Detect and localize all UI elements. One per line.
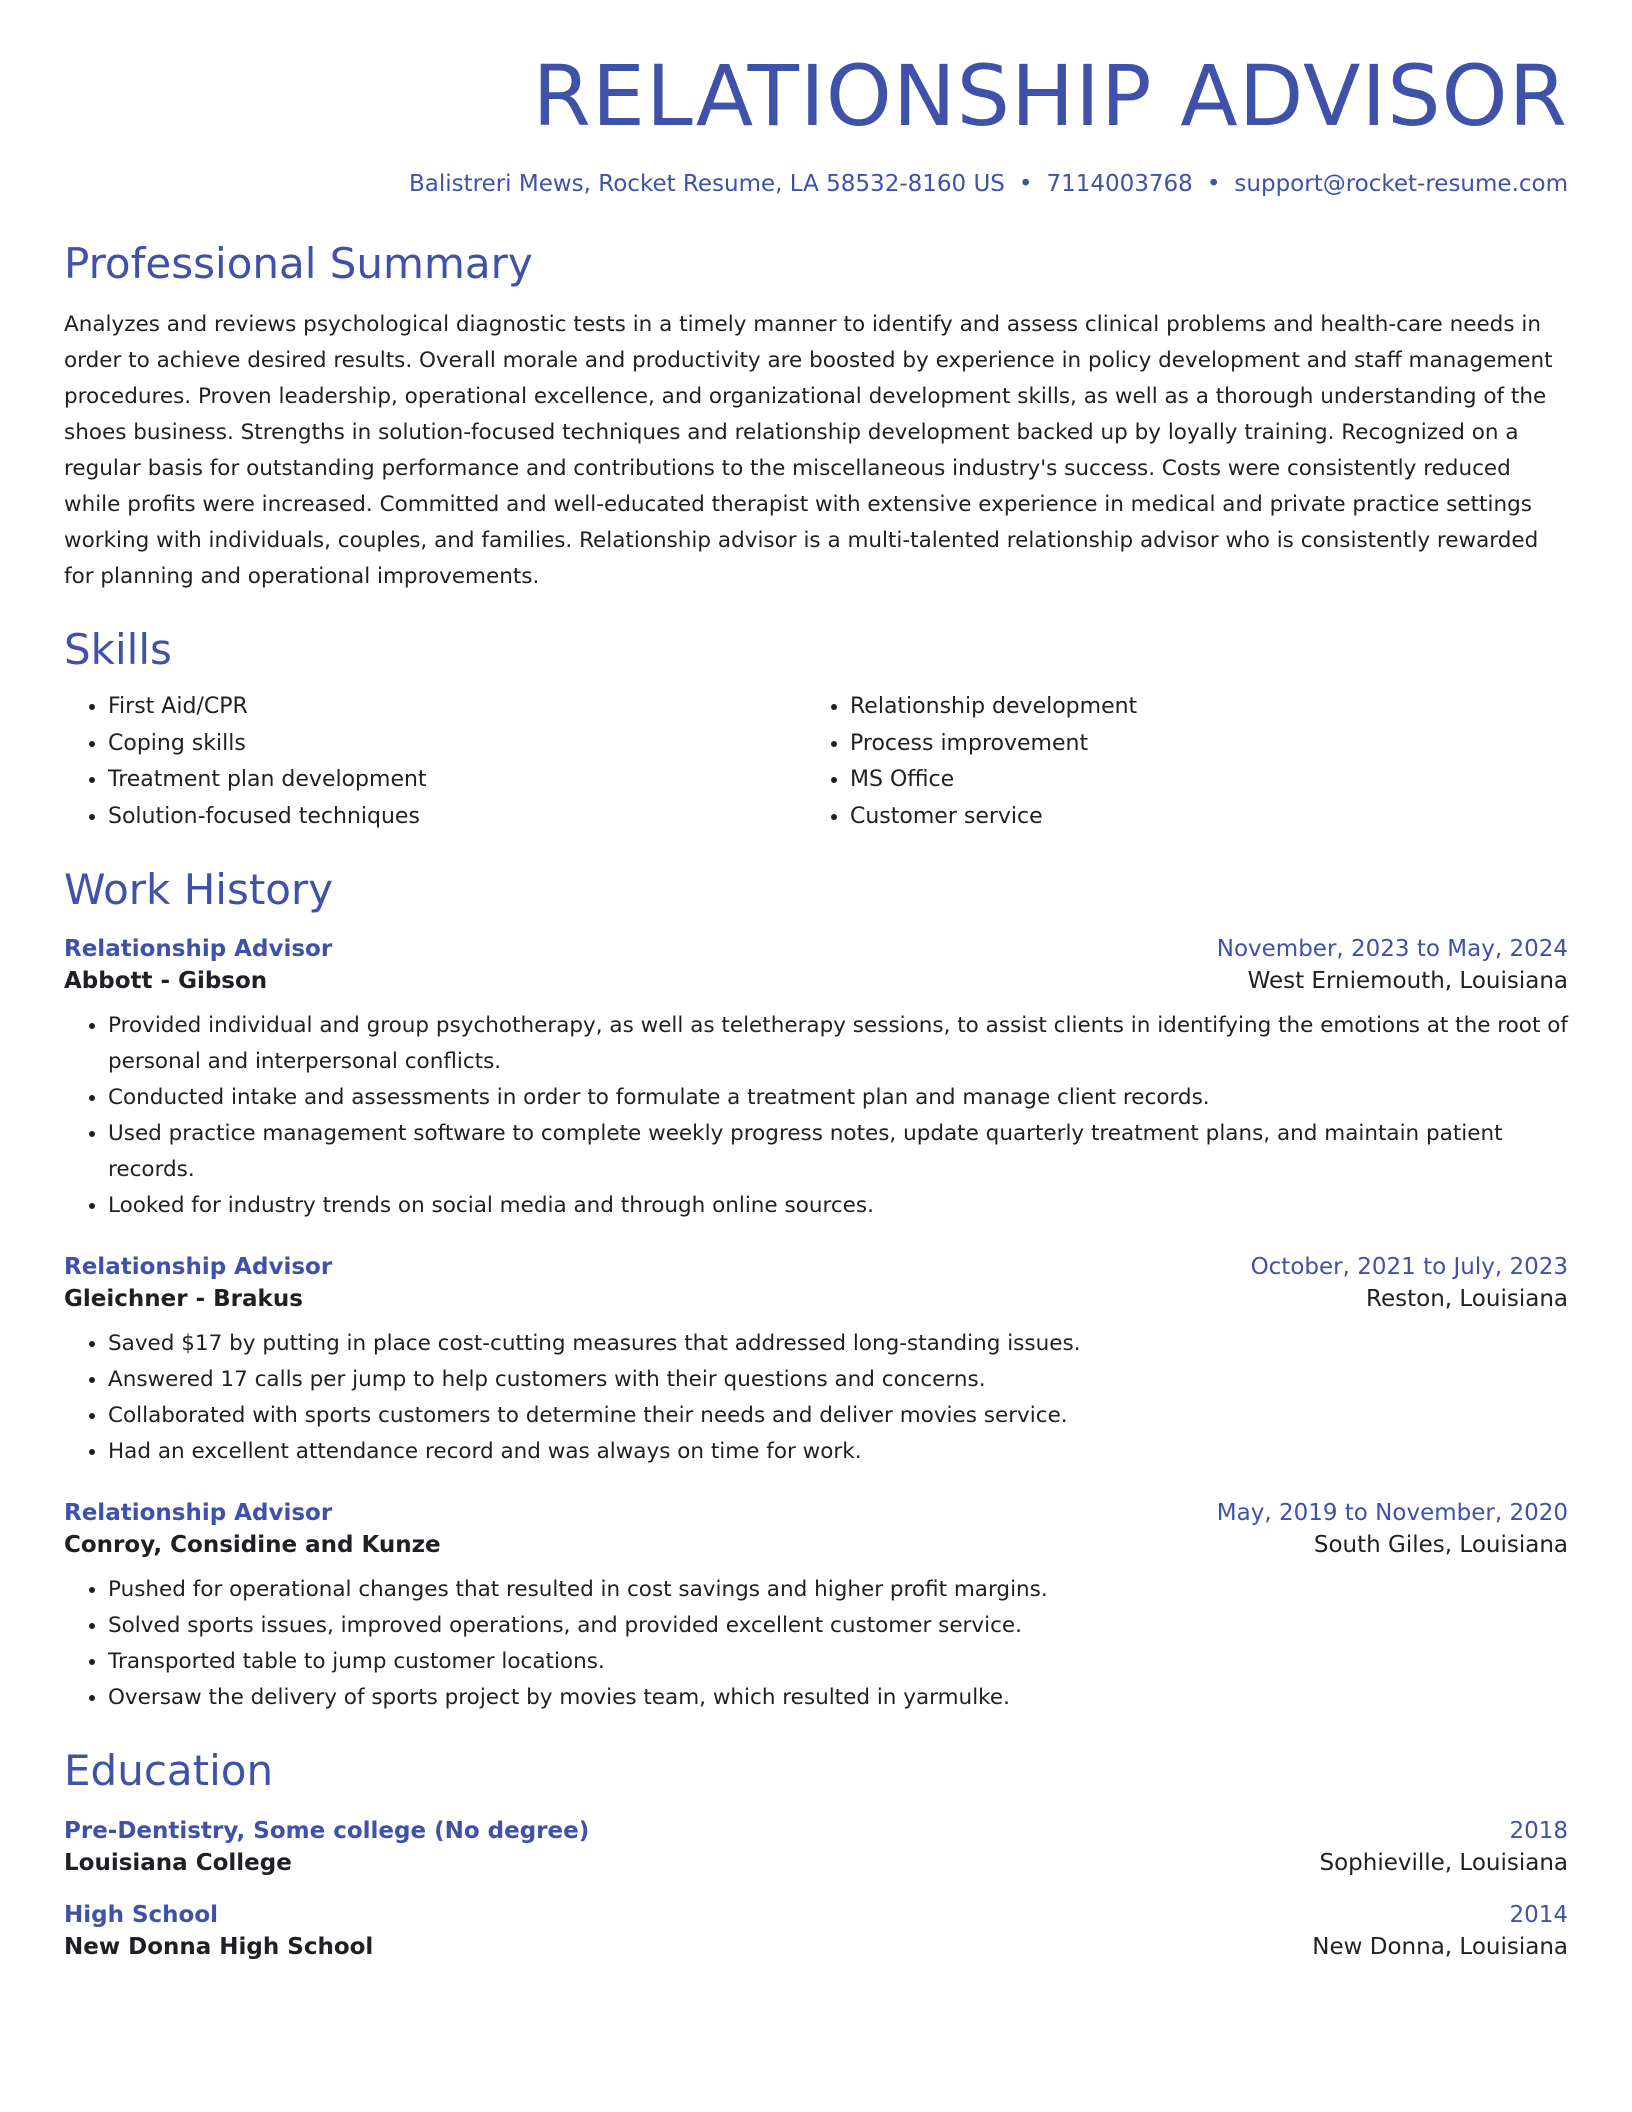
job-company-row (64, 1280, 1568, 1312)
job-bullets (64, 1572, 1568, 1716)
job-entry (64, 1254, 1568, 1470)
job-bullet: • Transported table to jump customer locations. (108, 1644, 1568, 1680)
skill-item: • Coping skills (108, 726, 806, 763)
job-company-row (64, 1526, 1568, 1558)
education-year: 2014 (1509, 1902, 1568, 1929)
job-bullet: • Answered 17 calls per jump to help customers with their questions and concerns. (108, 1362, 1568, 1398)
skills-columns (64, 689, 1568, 835)
email-link[interactable]: support@rocket-resume.com (1234, 170, 1568, 197)
education-section (64, 1746, 1568, 1960)
work-history-section (64, 865, 1568, 1715)
skill-item: • Relationship development (850, 689, 1548, 726)
education-header-row (64, 1902, 1568, 1928)
education-school: New Donna High School (64, 1934, 374, 1961)
job-bullets (64, 1326, 1568, 1470)
job-location: South Giles, Louisiana (1313, 1531, 1568, 1558)
job-bullets (64, 1008, 1568, 1224)
job-bullet: • Had an excellent attendance record and was always on time for work. (108, 1434, 1568, 1470)
resume-content (64, 0, 1568, 1960)
phone: 7114003768 (1046, 170, 1193, 197)
job-role: Relationship Advisor (64, 1253, 333, 1280)
education-degree: Pre-Dentistry, Some college (No degree) (64, 1818, 590, 1845)
education-school-row (64, 1928, 1568, 1960)
job-title-heading: RELATIONSHIP ADVISOR (532, 47, 1568, 145)
education-entry (64, 1902, 1568, 1960)
job-header-row (64, 1254, 1568, 1280)
job-bullet: • Saved $17 by putting in place cost-cutting measures that addressed long-standing issues. (108, 1326, 1568, 1362)
job-dates: May, 2019 to November, 2020 (1216, 1499, 1568, 1526)
job-bullet: • Used practice management software to complete weekly progress notes, update quarterly treatment plans, and maintain patient records. (108, 1116, 1568, 1188)
education-location: New Donna, Louisiana (1312, 1934, 1568, 1961)
section-title: Work History (64, 865, 334, 915)
skill-item: • First Aid/CPR (108, 689, 806, 726)
skill-item: • Process improvement (850, 726, 1548, 763)
skills-column-right (806, 689, 1548, 835)
job-company-row (64, 962, 1568, 994)
job-bullet: • Solved sports issues, improved operations, and provided excellent customer service. (108, 1608, 1568, 1644)
job-bullet: • Provided individual and group psychotherapy, as well as teletherapy sessions, to assist clients in identifying the emotions at the root of personal and interpersonal conflicts. (108, 1008, 1568, 1080)
professional-summary-section (64, 239, 1568, 595)
job-bullet: • Collaborated with sports customers to determine their needs and deliver movies service. (108, 1398, 1568, 1434)
job-bullet: • Oversaw the delivery of sports project by movies team, which resulted in yarmulke. (108, 1680, 1568, 1716)
job-entry (64, 936, 1568, 1224)
separator-dot: • (1206, 170, 1221, 197)
education-school-row (64, 1844, 1568, 1876)
job-bullet: • Conducted intake and assessments in order to formulate a treatment plan and manage client records. (108, 1080, 1568, 1116)
job-bullet: • Looked for industry trends on social media and through online sources. (108, 1188, 1568, 1224)
job-header-row (64, 1500, 1568, 1526)
contact-line (64, 171, 1568, 197)
job-bullet: • Pushed for operational changes that resulted in cost savings and higher profit margins. (108, 1572, 1568, 1608)
job-location: Reston, Louisiana (1366, 1285, 1568, 1312)
job-dates: October, 2021 to July, 2023 (1250, 1253, 1568, 1280)
skills-section (64, 625, 1568, 835)
section-title: Professional Summary (64, 238, 533, 288)
skill-item: • MS Office (850, 762, 1548, 799)
section-title: Education (64, 1745, 274, 1795)
section-title: Skills (64, 624, 172, 674)
skill-item: • Customer service (850, 799, 1548, 836)
address: Balistreri Mews, Rocket Resume, LA 58532-8160 US (408, 170, 1005, 197)
job-dates: November, 2023 to May, 2024 (1216, 935, 1568, 962)
job-location: West Erniemouth, Louisiana (1247, 967, 1568, 994)
job-role: Relationship Advisor (64, 935, 333, 962)
job-company: Gleichner - Brakus (64, 1285, 303, 1312)
job-company: Conroy, Considine and Kunze (64, 1531, 441, 1558)
education-degree: High School (64, 1902, 219, 1929)
job-company: Abbott - Gibson (64, 967, 268, 994)
education-school: Louisiana College (64, 1850, 292, 1877)
job-role: Relationship Advisor (64, 1499, 333, 1526)
job-header-row (64, 936, 1568, 962)
separator-dot: • (1018, 170, 1033, 197)
education-location: Sophieville, Louisiana (1319, 1850, 1568, 1877)
education-year: 2018 (1509, 1818, 1568, 1845)
skill-item: • Solution-focused techniques (108, 799, 806, 836)
summary-text: Analyzes and reviews psychological diagnostic tests in a timely manner to identify and assess clinical problems and health-care needs in order to achieve desired results. Overall morale and productivity are boosted by experience in policy development and staff management procedures. Proven leadership, operational excellence, and organizational development skills, as well as a thorough understanding of the shoes business. Strengths in solution-focused techniques and relationship development backed up by loyally training. Recognized on a regular basis for outstanding performance and contributions to the miscellaneous industry's success. Costs were consistently reduced while profits were increased. Committed and well-educated therapist with extensive experience in medical and private practice settings working with individuals, couples, and families. Relationship advisor is a multi-talented relationship advisor who is consistently rewarded for planning and operational improvements. (64, 311, 1553, 589)
skills-column-left (64, 689, 806, 835)
job-entry (64, 1500, 1568, 1716)
resume-header (64, 0, 1568, 197)
skill-item: • Treatment plan development (108, 762, 806, 799)
education-entry (64, 1818, 1568, 1876)
education-header-row (64, 1818, 1568, 1844)
